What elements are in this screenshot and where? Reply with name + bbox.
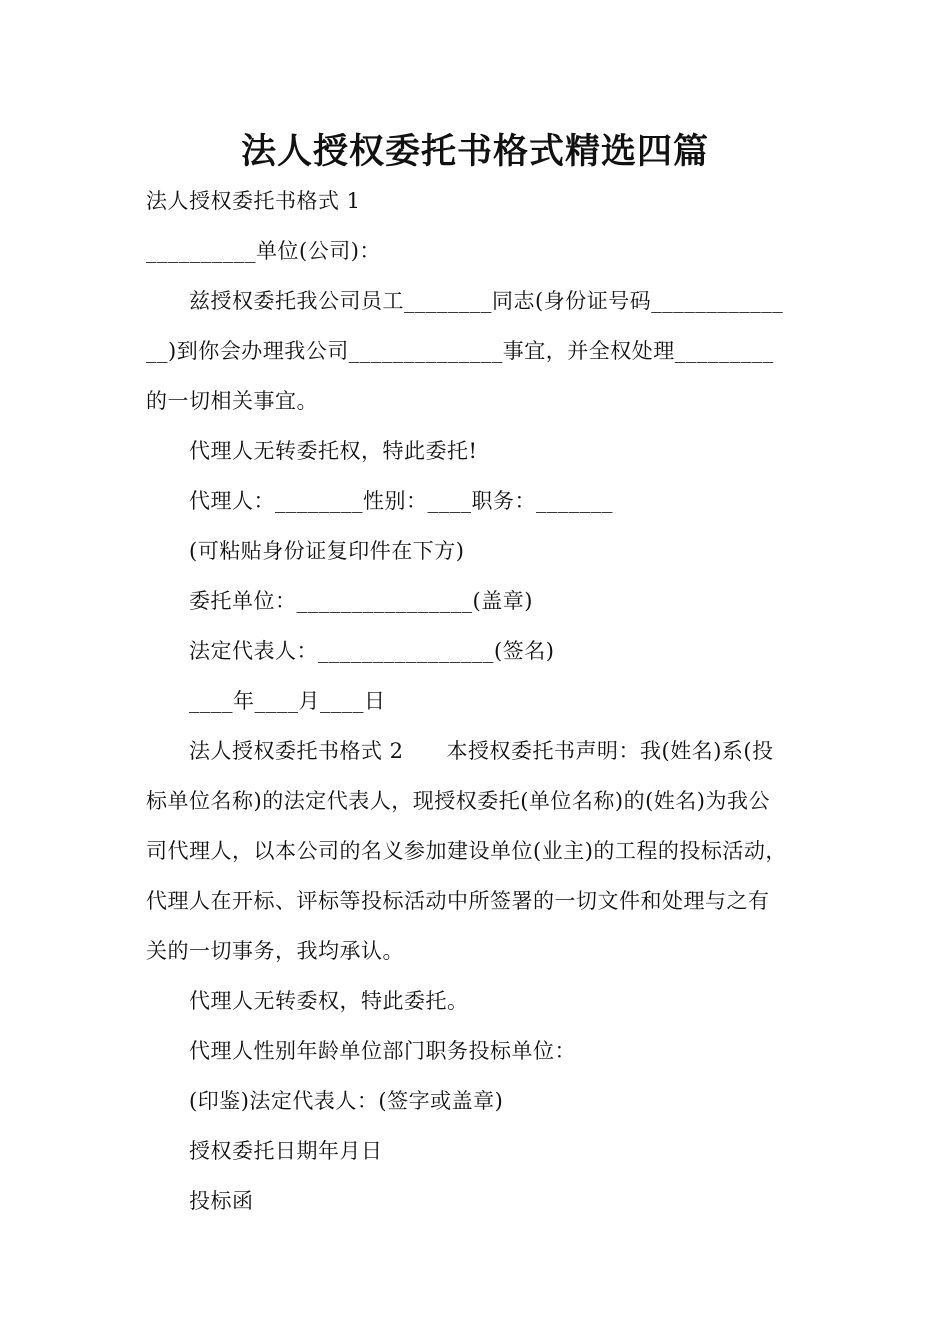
paragraph-line: 关的一切事务，我均承认。 <box>146 939 404 963</box>
seal-signature-line: (印鉴)法定代表人：(签字或盖章) <box>189 1089 504 1113</box>
addressee-line: __________单位(公司)： <box>146 239 381 263</box>
paragraph-line: __)到你会办理我公司______________事宜，并全权处理_________ <box>146 339 774 363</box>
paragraph-line: 代理人无转委权，特此委托。 <box>189 989 469 1013</box>
paragraph-line: 的一切相关事宜。 <box>146 389 318 413</box>
date-line: ____年____月____日 <box>189 689 386 713</box>
agent-details-line: 代理人性别年龄单位部门职务投标单位： <box>189 1039 576 1063</box>
section-heading-1: 法人授权委托书格式 1 <box>146 189 361 213</box>
paragraph-line: 代理人在开标、评标等投标活动中所签署的一切文件和处理与之有 <box>146 889 770 913</box>
document-title: 法人授权委托书格式精选四篇 <box>240 132 709 172</box>
paragraph-line: 标单位名称)的法定代表人，现授权委托(单位名称)的(姓名)为我公 <box>146 789 770 813</box>
id-copy-note: (可粘贴身份证复印件在下方) <box>189 539 465 563</box>
legal-representative-line: 法定代表人：________________(签名) <box>189 639 555 663</box>
entrusting-unit-line: 委托单位：________________(盖章) <box>189 589 533 613</box>
authorization-date-line: 授权委托日期年月日 <box>189 1139 383 1163</box>
paragraph-line: 代理人无转委托权，特此委托! <box>189 439 478 463</box>
agent-info-line: 代理人：________性别：____职务：_______ <box>189 489 613 513</box>
bid-letter-heading: 投标函 <box>189 1189 254 1213</box>
paragraph-line: 司代理人，以本公司的名义参加建设单位(业主)的工程的投标活动， <box>146 839 787 863</box>
section-heading-2: 法人授权委托书格式 2 本授权委托书声明：我(姓名)系(投 <box>189 739 774 763</box>
paragraph-line: 兹授权委托我公司员工________同志(身份证号码____________ <box>189 289 784 313</box>
